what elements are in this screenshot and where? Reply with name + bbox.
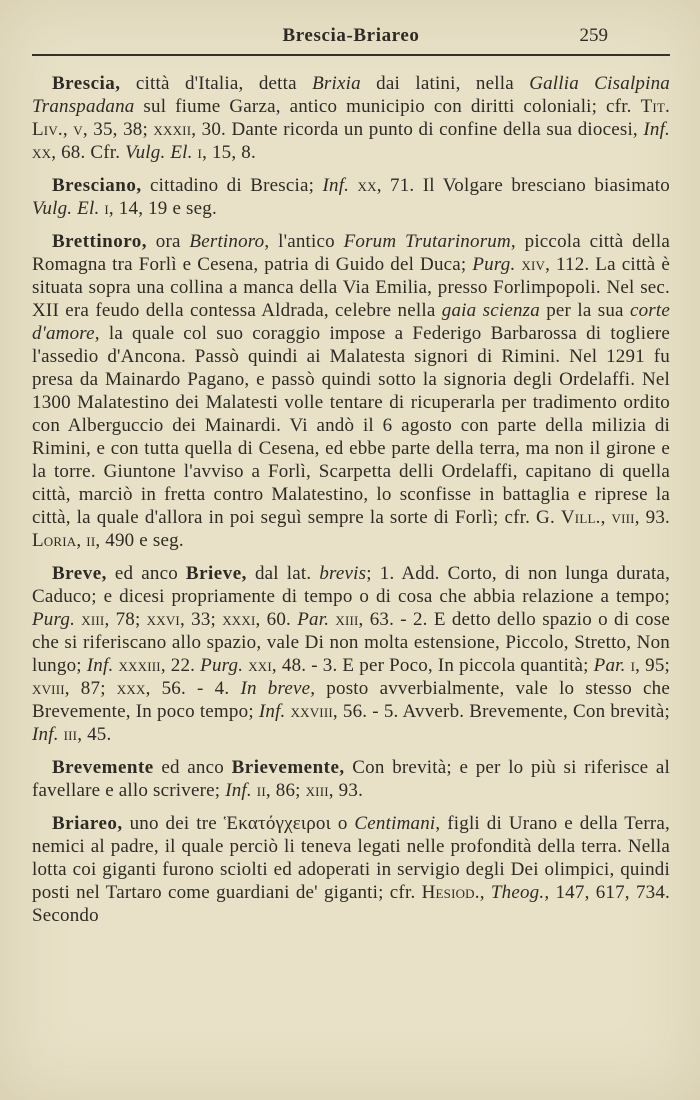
running-title: Brescia-Briareo [282,25,420,46]
entry-brettinoro [32,230,670,552]
text-run: , 60. [255,609,298,630]
text-run: , 56. - 5. Avverb. Brevemente, Con brevità; [332,701,670,722]
text-run-italic: In breve, [240,678,316,699]
text-run-smallcaps: xx [32,142,52,163]
text-run: , 33; [179,609,223,630]
text-run: , 22. [160,655,201,676]
text-run: uno dei tre Ἑκατόγχειροι o [122,813,355,834]
text-run-smallcaps: xxx [116,678,146,699]
text-run-smallcaps: xxxi [222,609,256,630]
text-run-italic: Vulg. El. [32,198,100,219]
text-run: , 93. [634,507,671,528]
entry-breve [32,562,670,746]
text-run-italic: Inf. [258,701,286,722]
text-run-smallcaps: i [104,198,109,219]
text-run-bold: Breve, [52,563,107,584]
page-header [32,24,670,50]
text-run: , figli di Urano e della Terra, nemici al padre, il quale perciò li teneva legati nelle profondità della terra. Nella lotta coi giganti furono sciolti ed adoperati in servigio degli Dei olimpici, quindi posti nel Tartaro come guardiani de' giganti; cfr. [32,813,670,903]
text-run-italic: Theog., [490,882,550,903]
text-run: dai latini, nella [360,73,530,94]
text-run-italic: brevis [319,563,367,584]
text-run-smallcaps: xxxiii [118,655,161,676]
text-run: ed anco [153,757,232,778]
text-run-italic: Gallia Cisalpina Transpadana [32,73,671,117]
text-run: , 48. - 3. E per Poco, In piccola quantità; [271,655,594,676]
text-run-italic: Centimani [354,813,436,834]
text-run: , 71. Il Volgare bresciano biasimato [376,175,670,196]
text-run-bold: Bresciano, [52,175,142,196]
text-run: , 35, 38; [82,119,154,140]
text-run-smallcaps: xxi [248,655,272,676]
text-run-italic: Inf. [643,119,670,140]
text-run: , piccola città della Romagna tra Forlì e Cesena, patria di Guido del Duca; [32,231,670,275]
text-run-smallcaps: xx [357,175,377,196]
entry-bresciano [32,174,670,220]
text-run-italic: Par. [297,609,330,630]
text-run-italic: Purg. [200,655,244,676]
text-run-italic: Inf. [32,724,59,745]
text-run: , [600,507,612,528]
text-run-bold: Briareo, [52,813,123,834]
text-run: ora [147,231,190,252]
text-run: , 45. [77,724,112,745]
text-run-italic: gaia scienza [441,300,540,321]
text-run-smallcaps: Hesiod. [421,882,480,903]
text-run-smallcaps: ii [86,530,96,551]
text-run-bold: Brescia, [52,73,121,94]
text-run-smallcaps: xxxii [153,119,192,140]
text-run-smallcaps: i [197,142,203,163]
text-run-smallcaps: xiii [335,609,359,630]
text-run: , 30. Dante ricorda un punto di confine della sua diocesi, [191,119,644,140]
text-run-italic: Purg. [32,609,76,630]
text-run: dal lat. [246,563,320,584]
text-run: cittadino di Brescia; [141,175,323,196]
entry-briareo [32,812,670,927]
text-run: , [76,530,87,551]
text-run-italic: Inf. [86,655,114,676]
text-run-italic: Vulg. El. [125,142,193,163]
text-run-italic: corte d'amore, [32,300,670,344]
text-run-italic: Purg. [472,254,516,275]
text-run-italic: Bertinoro [189,231,265,252]
text-run: , 63. - 2. E detto dello spazio o di cose che si riferiscano allo spazio, vale Di non molta estensione, Piccolo, Stretto, Non lungo; [32,609,670,676]
text-run-smallcaps: xxvi [146,609,180,630]
text-run-bold: Brieve, [185,563,247,584]
text-run: sul fiume Garza, antico municipio con diritti coloniali; cfr. [134,96,641,117]
text-run [349,175,357,196]
text-run-bold: Brevemente [52,757,154,778]
text-run: 147, 617, 734. Secondo [32,882,670,926]
text-run-smallcaps: xiii [81,609,105,630]
text-run: , 15, 8. [202,142,256,163]
text-run: ; 1. Add. Corto, di non lunga durata, Caduco; e dicesi propriamente di tempo o di cosa che abbia relazione a tempo; [32,563,671,607]
entry-brevemente [32,756,670,802]
header-rule [32,54,670,56]
text-run: , 490 e seg. [95,530,184,551]
text-run-italic: Inf. [225,780,252,801]
text-run: , l'antico [264,231,344,252]
text-run: per la sua [539,300,630,321]
text-run: , 95; [635,655,671,676]
text-run: , 87; [64,678,117,699]
text-run: , 14, 19 e seg. [108,198,217,219]
text-run-bold: Brettinoro, [52,231,148,252]
text-run-smallcaps: Tit. Liv. [32,96,670,140]
text-run-smallcaps: xiv [521,254,546,275]
text-run-smallcaps: Loria [32,530,77,551]
text-run: la quale col suo coraggio impose a Federigo Barbarossa di togliere l'assedio d'Ancona. Passò quindi ai Malatesta signori di Rimini. Nel 1291 fu presa da Mainardo Pagano, e passò quindi sotto la signoria degli Ordelaffi. Nel 1300 Malatestino dei Malatesti volle tentare di ricuperarla per tradimento ordito con Alberguccio dei Mainardi. Vi andò il 6 agosto con parte della milizia di Rimini, e con tutta quella di Cesena, ed ebbe parte della terra, ma non il girone e la torre. Giuntone l'avviso a Forlì, Scarpetta delli Ordelaffi, capitano di quella città, marciò in fretta contro Malatestino, lo sconfisse in battaglia e riprese la città, la quale d'allora in poi seguì sempre la sorte di Forlì; cfr. G. [32,323,670,528]
text-run-bold: Brievemente, [231,757,345,778]
text-run-smallcaps: viii [611,507,635,528]
page-number: 259 [579,25,608,46]
text-run-italic: Inf. [322,175,350,196]
text-run: , 112. La città è situata sopra una collina a manca della Via Emilia, presso Forlimpopoli. Nel sec. XII era feudo della contessa Aldrada, celebre nella [32,254,670,321]
entry-brescia [32,72,670,164]
dictionary-entries [32,72,670,927]
text-run: città d'Italia, detta [120,73,313,94]
text-run-smallcaps: iii [63,724,78,745]
text-run-italic: Brixia [312,73,361,94]
text-run-smallcaps: xiii [305,780,329,801]
text-run: Con brevità; e per lo più si riferisce al favellare e allo scrivere; [32,757,670,801]
text-run-smallcaps: xviii [32,678,65,699]
text-run: , 86; [265,780,306,801]
text-run-italic: Par. [593,655,626,676]
text-run: , 78; [104,609,147,630]
text-run: ed anco [106,563,186,584]
text-run: , 93. [328,780,364,801]
text-run-smallcaps: ii [256,780,266,801]
text-run-italic: Forum Trutarinorum [343,231,511,252]
text-run: , [479,882,491,903]
text-run: , [62,119,74,140]
text-run: , 68. Cfr. [51,142,126,163]
text-run-smallcaps: i [630,655,636,676]
text-run-smallcaps: v [73,119,83,140]
text-run-smallcaps: Vill. [560,507,601,528]
text-run: , 56. - 4. [145,678,241,699]
text-run: posto avverbialmente, vale lo stesso che Brevemente, In poco tempo; [32,678,670,722]
text-run-smallcaps: xxviii [290,701,333,722]
